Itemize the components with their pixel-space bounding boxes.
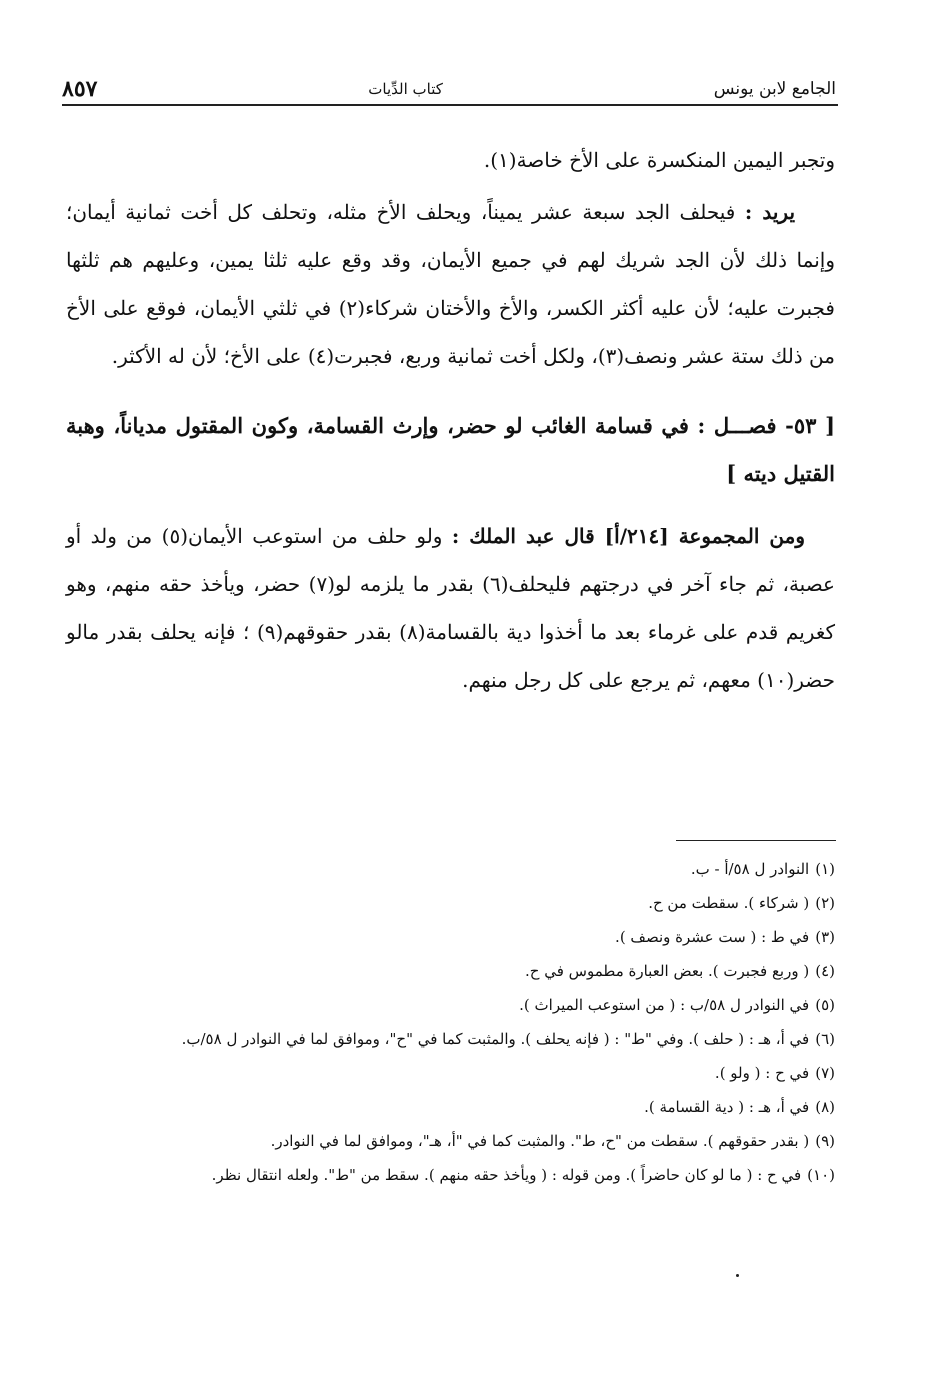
footnote bbox=[66, 886, 835, 920]
paragraph-2 bbox=[66, 188, 835, 380]
footnote-number: (٨) bbox=[815, 1098, 835, 1116]
footnote-text: في أ، هـ : ( حلف ). وفي "ط" : ( فإنه يحلف ). والمثبت كما في "ح"، وموافق لما في النوادر ل ٥٨/ب. bbox=[181, 1030, 810, 1048]
stray-mark bbox=[736, 1274, 739, 1277]
footnote-number: (٧) bbox=[815, 1064, 835, 1082]
footnote-text: ( بقدر حقوقهم ). سقطت من "ح، ط". والمثبت كما في "أ، هـ"، وموافق لما في النوادر. bbox=[270, 1132, 810, 1150]
footnote-text: ( وربع فجبرت ). بعض العبارة مطموس في ح. bbox=[525, 962, 810, 980]
paragraph-3-lead: ومن المجموعة [٢١٤/أ] قال عبد الملك : bbox=[451, 524, 805, 548]
footnote-text: في النوادر ل ٥٨/ب : ( من استوعب الميراث ). bbox=[519, 996, 810, 1014]
footnote bbox=[66, 1158, 835, 1192]
footnote-text: في ط : ( ست عشرة ونصف ). bbox=[615, 928, 810, 946]
running-header bbox=[62, 76, 836, 102]
book-title: الجامع لابن يونس bbox=[713, 79, 836, 99]
footnote bbox=[66, 1056, 835, 1090]
section-heading: [ ٥٣- فصـــل : في قسامة الغائب لو حضر، وإرث القسامة، وكون المقتول مدياناً، وهبة القتيل ديته ] bbox=[66, 413, 836, 486]
chapter-title: كتاب الدِّيات bbox=[368, 80, 443, 98]
page-number: ٨٥٧ bbox=[62, 76, 98, 102]
footnote-number: (٣) bbox=[815, 928, 835, 946]
footnote-text: في ح : ( ولو ). bbox=[714, 1064, 810, 1082]
footnote-separator bbox=[676, 840, 836, 841]
footnote bbox=[66, 954, 835, 988]
footnote-number: (٦) bbox=[815, 1030, 835, 1048]
footnote bbox=[66, 988, 835, 1022]
footnote-text: في ح : ( ما لو كان حاضراً ). ومن قوله : ( ويأخذ حقه منهم ). سقط من "ط". ولعله انتقال نظر. bbox=[211, 1166, 802, 1184]
footnote-number: (٤) bbox=[815, 962, 835, 980]
paragraph-3-text: ولو حلف من استوعب الأيمان(٥) من ولد أو عصبة، ثم جاء آخر في درجتهم فليحلف(٦) بقدر ما يلزمه لو(٧) حضر، ويأخذ حقه منهم، وهو كغريم قدم على غرماء بعد ما أخذوا دية بالقسامة(٨) بقدر حقوقهم(٩) ؛ فإنه يحلف بقدر مالو حضر(١٠) معهم، ثم يرجع على كل رجل منهم. bbox=[66, 524, 835, 692]
footnote-number: (٥) bbox=[815, 996, 835, 1014]
footnote bbox=[66, 852, 835, 886]
footnote bbox=[66, 1022, 835, 1056]
footnote-text: ( شركاء ). سقطت من ح. bbox=[648, 894, 810, 912]
footnote-text: في أ، هـ : ( دية القسامة ). bbox=[644, 1098, 810, 1116]
footnote bbox=[66, 920, 835, 954]
footnote-number: (٢) bbox=[815, 894, 835, 912]
footnote bbox=[66, 1090, 835, 1124]
footnotes bbox=[66, 852, 835, 1192]
paragraph-3 bbox=[66, 512, 835, 704]
footnote-number: (٩) bbox=[815, 1132, 835, 1150]
paragraph-2-lead: يريد : bbox=[744, 200, 796, 224]
paragraph-2-text: فيحلف الجد سبعة عشر يميناً، ويحلف الأخ مثله، وتحلف كل أخت ثمانية أيمان؛ وإنما ذلك لأن الجد شريك لهم في جميع الأيمان، وقد وقع عليه ثلثا يمين، وعليهم هم ثلثها فجبرت عليه؛ لأن عليه أكثر الكسر، والأخ والأختان شركاء(٢) في ثلثي الأيمان، فوقع على الأخ من ذلك ستة عشر ونصف(٣)، ولكل أخت ثمانية وربع، فجبرت(٤) على الأخ؛ لأن له الأكثر. bbox=[66, 200, 835, 368]
main-text bbox=[66, 136, 835, 704]
footnote bbox=[66, 1124, 835, 1158]
footnote-number: (١) bbox=[815, 860, 835, 878]
footnote-text: النوادر ل ٥٨/أ - ب. bbox=[690, 860, 810, 878]
footnote-number: (١٠) bbox=[807, 1166, 835, 1184]
header-rule bbox=[62, 104, 838, 106]
paragraph-1: وتجبر اليمين المنكسرة على الأخ خاصة(١). bbox=[483, 148, 835, 172]
